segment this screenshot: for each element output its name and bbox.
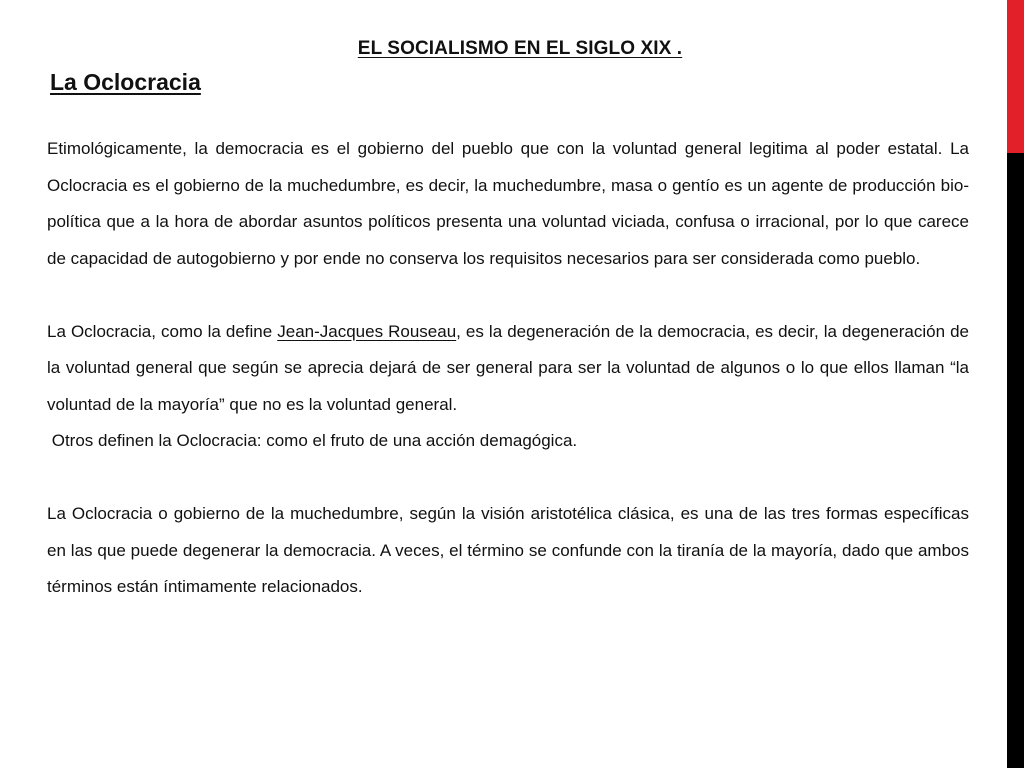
paragraph-aristotle: La Oclocracia o gobierno de la muchedumbre, según la visión aristotélica clásica, es una de las tres formas específicas en las que puede degenerar la democracia. A veces, el término se confunde con la tiranía de la mayoría, dado que ambos términos están íntimamente relacionados. — [47, 504, 969, 596]
slide-subtitle: La Oclocracia — [50, 69, 201, 95]
paragraph-demagogy: Otros definen la Oclocracia: como el fruto de una acción demagógica. — [47, 431, 578, 450]
paragraph-rousseau-rest: , es la degeneración de la democracia, es decir, la degeneración de la voluntad general que según se aprecia dejará de ser general para ser la voluntad de algunos o lo que ellos llaman “la voluntad de la mayoría” que no es la voluntad general. — [47, 321, 969, 414]
rousseau-link[interactable]: Jean-Jacques Rouseau — [277, 321, 457, 341]
paragraph-spacer — [47, 277, 969, 314]
paragraph-rousseau — [47, 314, 969, 424]
paragraph-spacer — [47, 460, 969, 497]
slide-title: EL SOCIALISMO EN EL SIGLO XIX . — [357, 38, 683, 59]
paragraph-rousseau-intro: La Oclocracia, como la define — [47, 321, 278, 341]
slide-body — [47, 131, 969, 606]
paragraph-etymology: Etimológicamente, la democracia es el gobierno del pueblo que con la voluntad general legitima al poder estatal. La Oclocracia es el gobierno de la muchedumbre, es decir, la muchedumbre, masa o gentío es un agente de producción bio-política que a la hora de abordar asuntos políticos presenta una voluntad viciada, confusa o irracional, por lo que carece de capacidad de autogobierno y por ende no conserva los requisitos necesarios para ser considerada como pueblo. — [47, 139, 969, 268]
side-accent-black-bar — [1007, 153, 1024, 768]
side-accent-red-bar — [1007, 0, 1024, 153]
